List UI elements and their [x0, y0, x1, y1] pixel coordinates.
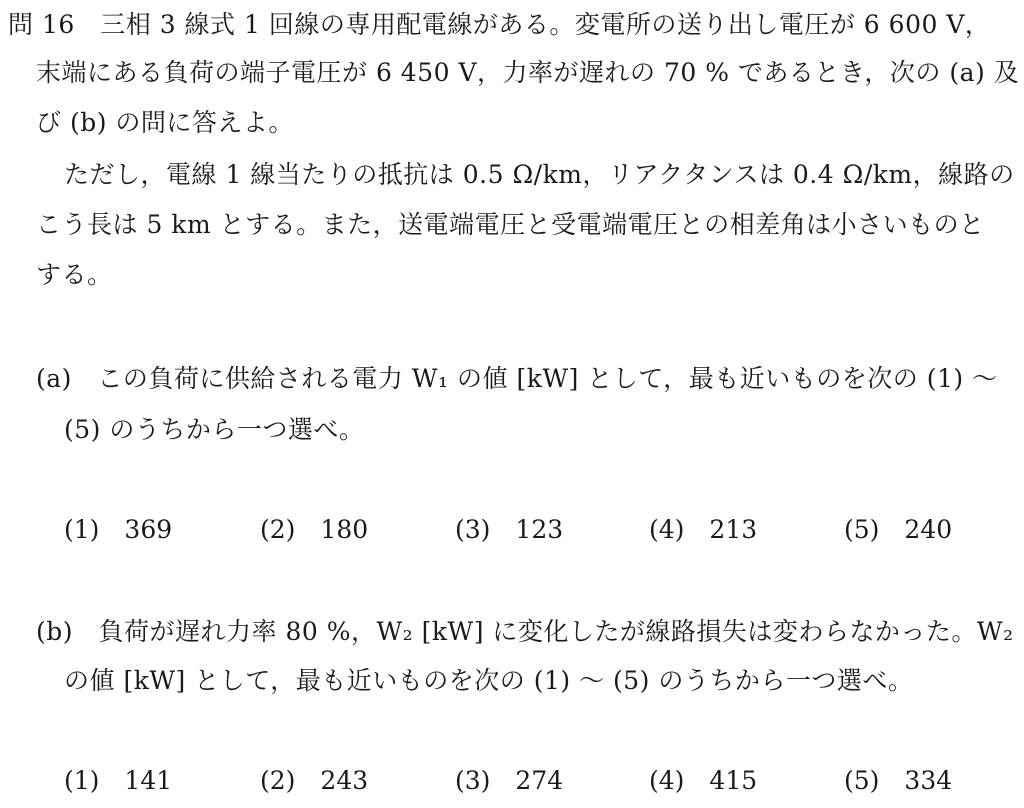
part-b-line-2: の値 [kW] として，最も近いものを次の (1) ～ (5) のうちから一つ選べ。 — [64, 666, 914, 695]
part-a-choices — [64, 515, 1024, 545]
part-b-choice-1: (1) 141 — [64, 766, 173, 795]
part-a-choice-4: (4) 213 — [649, 515, 758, 544]
part-a-choice-3: (3) 123 — [455, 515, 564, 544]
question-line-1: 問 16 三相 3 線式 1 回線の専用配電線がある。変電所の送り出し電圧が 6 600 V， — [8, 10, 991, 39]
part-a-line-1: (a) この負荷に供給される電力 W₁ の値 [kW] として，最も近いものを次の (1) ～ — [36, 364, 998, 393]
part-a-choice-5: (5) 240 — [844, 515, 953, 544]
part-b-choice-4: (4) 415 — [649, 766, 758, 795]
part-a-choice-2: (2) 180 — [260, 515, 369, 544]
part-b-choice-5: (5) 334 — [844, 766, 953, 795]
question-line-3: び (b) の問に答えよ。 — [36, 108, 294, 137]
question-line-2: 末端にある負荷の端子電圧が 6 450 V，力率が遅れの 70 % であるとき，次の (a) 及 — [36, 58, 1020, 87]
part-a-line-2: (5) のうちから一つ選べ。 — [64, 415, 365, 444]
question-line-6: する。 — [36, 260, 113, 289]
question-line-5: こう長は 5 km とする。また，送電端電圧と受電端電圧との相差角は小さいものと — [36, 210, 985, 239]
part-b-choice-2: (2) 243 — [260, 766, 369, 795]
question-line-4: ただし，電線 1 線当たりの抵抗は 0.5 Ω/km，リアクタンスは 0.4 Ω/km，線路の — [64, 160, 1015, 189]
part-b-choices — [64, 766, 1024, 796]
part-b-choice-3: (3) 274 — [455, 766, 564, 795]
part-b-line-1: (b) 負荷が遅れ力率 80 %，W₂ [kW] に変化したが線路損失は変わらなかった。W₂ — [36, 617, 1014, 646]
part-a-choice-1: (1) 369 — [64, 515, 173, 544]
